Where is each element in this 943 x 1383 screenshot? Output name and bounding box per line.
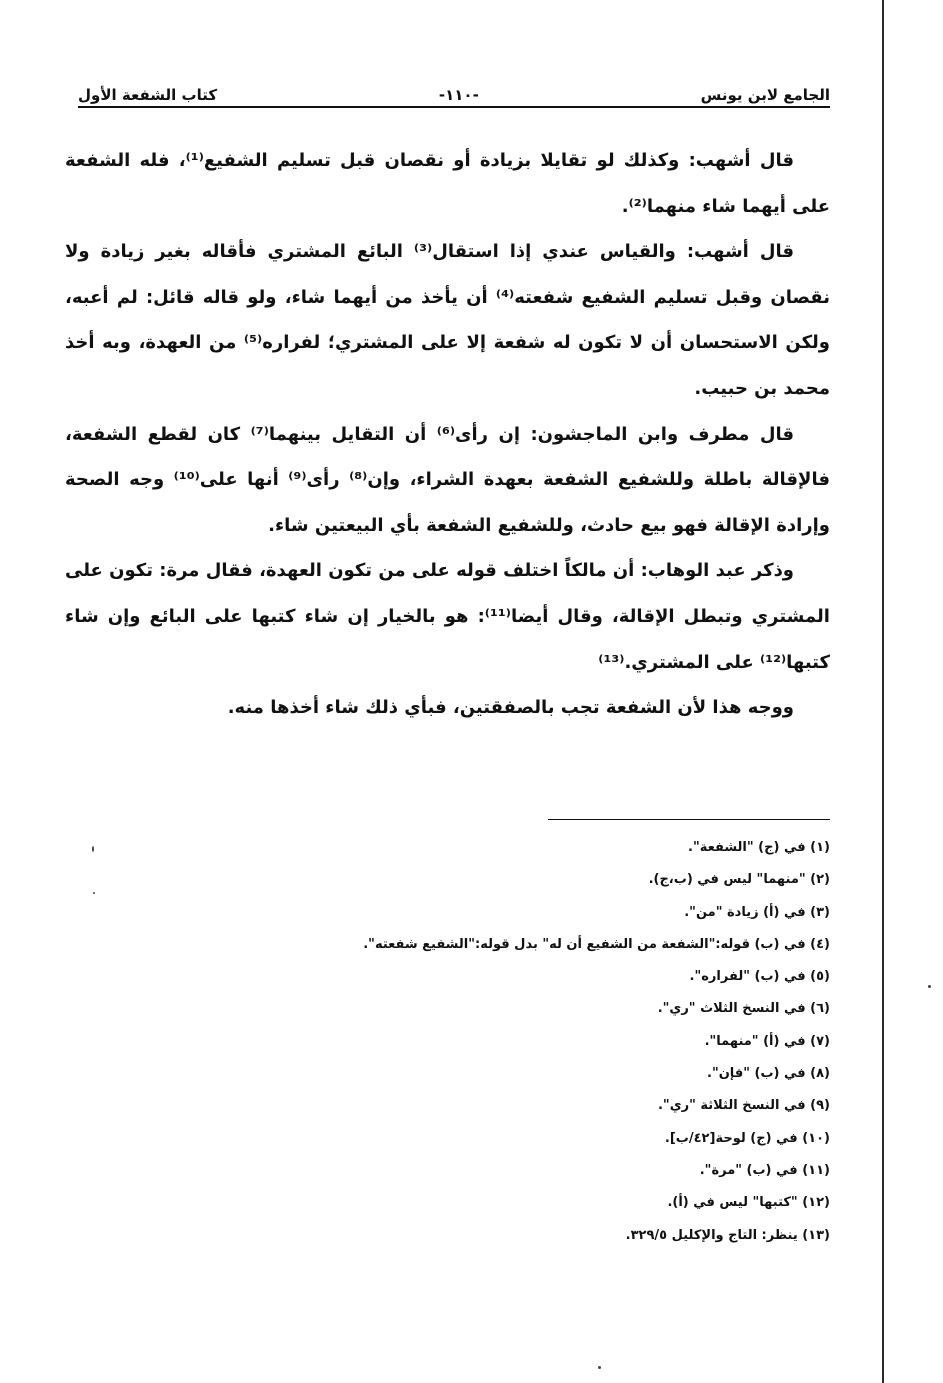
footnote: (٩) في النسخ الثلاثة "ري". <box>657 1098 830 1114</box>
footnote: (١١) في (ب) "مرة". <box>699 1162 830 1178</box>
paragraph: قال مطرف وابن الماجشون: إن رأى⁽⁶⁾ أن التقايل بينهما⁽⁷⁾ كان لقطع الشفعة، فالإقالة باطلة وللشفيع الشفعة بعهدة الشراء، وإن⁽⁸⁾ رأى⁽⁹⁾ أنها على⁽¹⁰⁾ وجه الصحة وإرادة الإقالة فهو بيع حادث، وللشفيع الشفعة بأي البيعتين شاء. <box>65 423 830 536</box>
scan-speck <box>598 1366 601 1369</box>
footnote: (١٠) في (ج) لوحة[٤٢/ب]. <box>664 1130 830 1146</box>
footnote: (٧) في (أ) "منهما". <box>704 1033 830 1049</box>
paragraph: ووجه هذا لأن الشفعة تجب بالصفقتين، فبأي ذلك شاء أخذها منه. <box>227 697 794 719</box>
header-chapter-title: كتاب الشفعة الأول <box>78 86 218 104</box>
main-text <box>65 138 830 731</box>
footnote-separator <box>548 819 830 820</box>
paragraph: وذكر عبد الوهاب: أن مالكاً اختلف قوله على من تكون العهدة، فقال مرة: تكون على المشتري وتبطل الإقالة، وقال أيضا⁽¹¹⁾: هو بالخيار إن شاء كتبها على البائع وإن شاء كتبها⁽¹²⁾ على المشتري.⁽¹³⁾ <box>65 560 830 673</box>
footnotes <box>300 832 830 1252</box>
footnote: (١٣) ينظر: التاج والإكليل ٣٢٩/٥. <box>625 1227 830 1243</box>
footnote: (٣) في (أ) زيادة "من". <box>684 904 830 920</box>
footnote: (٤) في (ب) قوله:"الشفعة من الشفيع أن له" بدل قوله:"الشفيع شفعته". <box>363 936 830 952</box>
scan-speck <box>93 892 95 894</box>
footnote: (٥) في (ب) "لفراره". <box>689 969 830 985</box>
paragraph: قال أشهب: والقياس عندي إذا استقال⁽³⁾ البائع المشتري فأقاله بغير زيادة ولا نقصان وقبل تسليم الشفيع شفعته⁽⁴⁾ أن يأخذ من أيهما شاء، ولو قاله قائل: لم أعبه، ولكن الاستحسان أن لا تكون له شفعة إلا على المشتري؛ لفراره⁽⁵⁾ من العهدة، وبه أخذ محمد بن حبيب. <box>65 241 830 399</box>
footnote: (١) في (ج) "الشفعة". <box>688 840 830 855</box>
footnote: (١٢) "كتبها" ليس في (أ). <box>667 1195 830 1211</box>
footnote: (٦) في النسخ الثلاث "ري". <box>657 1001 830 1017</box>
footnote: (٢) "منهما" ليس في (ب،ج). <box>648 872 830 888</box>
scan-speck <box>928 985 931 988</box>
header-book-title: الجامع لابن يونس <box>700 86 830 104</box>
footnote: (٨) في (ب) "فإن". <box>707 1066 830 1082</box>
page-edge-line <box>882 0 884 1383</box>
scan-speck <box>92 846 94 852</box>
running-header <box>78 74 830 104</box>
paragraph: قال أشهب: وكذلك لو تقايلا بزيادة أو نقصان قبل تسليم الشفيع⁽¹⁾، فله الشفعة على أيهما شاء منهما⁽²⁾. <box>65 150 830 217</box>
header-rule <box>78 106 830 108</box>
page-number: -١١٠- <box>438 86 479 104</box>
